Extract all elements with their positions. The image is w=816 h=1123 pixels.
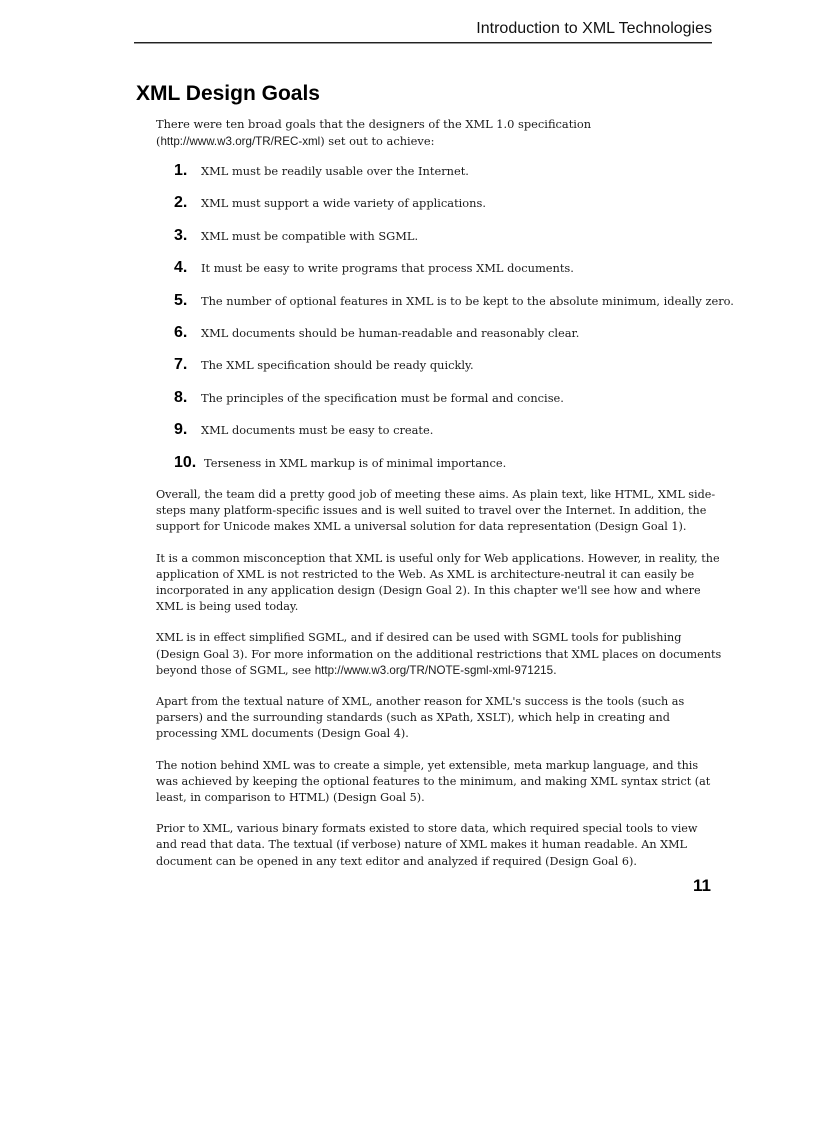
sgml-text-end: . xyxy=(553,663,557,677)
intro-text: There were ten broad goals that the designers of the XML 1.0 specification xyxy=(156,117,592,131)
goal-number: 9. xyxy=(174,421,188,439)
goal-text: XML must support a wide variety of applications. xyxy=(201,196,486,211)
goal-number: 10. xyxy=(174,453,197,471)
intro-paragraph: There were ten broad goals that the designers of the XML 1.0 specification (http://www.w3.org/TR/REC-xml) set out to achieve: xyxy=(156,117,592,148)
goal-text: XML must be readily usable over the Internet. xyxy=(201,164,469,178)
goal-number: 1. xyxy=(174,162,188,179)
body-text xyxy=(156,487,722,885)
section-title: XML Design Goals xyxy=(136,82,320,105)
page-number: 11 xyxy=(693,876,711,895)
goal-item xyxy=(174,227,734,259)
goal-number: 3. xyxy=(174,226,188,244)
goal-number: 4. xyxy=(174,259,188,277)
goal-number: 6. xyxy=(174,323,188,341)
design-goals-list xyxy=(174,162,734,486)
goal-item xyxy=(174,421,734,453)
goal-text: The principles of the specification must be formal and concise. xyxy=(201,390,564,405)
goal-text: XML documents must be easy to create. xyxy=(201,423,434,438)
paragraph-readability: Prior to XML, various binary formats existed to store data, which required special tools to view and read that data. The textual (if verbose) nature of XML makes it human readable. An XML document can be opened in any text editor and analyzed if required (Design Goal 6). xyxy=(156,822,698,868)
goal-number: 5. xyxy=(174,291,188,309)
goal-item xyxy=(174,292,734,324)
paragraph-simplicity: The notion behind XML was to create a simple, yet extensible, meta markup language, and this was achieved by keeping the optional features to the minimum, and making XML syntax strict (at least, in comparison to HTML) (Design Goal 5). xyxy=(156,758,711,805)
goal-item xyxy=(174,162,734,194)
sgml-note-url: http://www.w3.org/TR/NOTE-sgml-xml-971215 xyxy=(314,663,554,677)
paragraph-usability: Overall, the team did a pretty good job of meeting these aims. As plain text, like HTML, XML side-steps many platform-specific issues and is well suited to travel over the Internet. In addition, the support for Unicode makes XML a universal solution for data representation (Design Goal 1). xyxy=(156,488,716,534)
paragraph-tools: Apart from the textual nature of XML, another reason for XML's success is the tools (such as parsers) and the surrounding standards (such as XPath, XSLT), which help in creating and processing XML documents (Design Goal 4). xyxy=(156,695,685,741)
goal-item xyxy=(174,389,734,421)
goal-text: It must be easy to write programs that process XML documents. xyxy=(201,261,574,276)
running-header: Introduction to XML Technologies xyxy=(134,20,712,43)
intro-text-end: set out to achieve: xyxy=(324,134,435,148)
goal-text: XML documents should be human-readable and reasonably clear. xyxy=(201,325,580,340)
goal-text: Terseness in XML markup is of minimal importance. xyxy=(204,455,507,470)
goal-item xyxy=(174,194,734,226)
goal-text: XML must be compatible with SGML. xyxy=(201,228,419,243)
goal-text: The number of optional features in XML is to be kept to the absolute minimum, ideally zero. xyxy=(201,293,734,308)
sgml-text: XML is in effect simplified SGML, and if desired can be used with SGML tools for publishing (Design Goal 3). For more information on the additional restrictions that XML places on documents beyond those of SGML, see xyxy=(156,631,722,677)
goal-item xyxy=(174,324,734,356)
goal-number: 2. xyxy=(174,194,188,212)
spec-url: http://www.w3.org/TR/REC-xml xyxy=(160,135,321,148)
paragraph-sgml xyxy=(156,630,722,679)
goal-item xyxy=(174,356,734,388)
goal-number: 8. xyxy=(174,388,188,406)
goal-item xyxy=(174,454,734,486)
goal-item xyxy=(174,259,734,291)
goal-text: The XML specification should be ready quickly. xyxy=(201,358,474,373)
paragraph-applications: It is a common misconception that XML is useful only for Web applications. However, in reality, the application of XML is not restricted to the Web. As XML is architecture-neutral it can easily be incorporated in any application design (Design Goal 2). In this chapter we'll see how and where XML is being used today. xyxy=(156,551,720,614)
goal-number: 7. xyxy=(174,356,188,374)
